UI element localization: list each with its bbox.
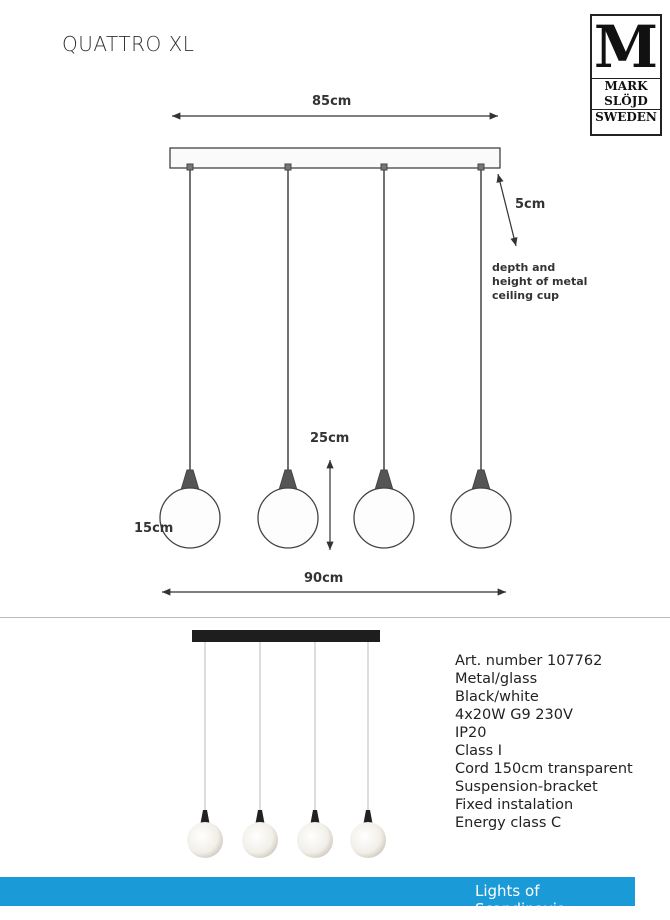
footer-tagline: Lights of Scandinavia	[475, 882, 567, 918]
depth-note-line: depth and	[492, 261, 556, 274]
photo-globe	[187, 822, 223, 858]
spec-item: 4x20W G9 230V	[455, 707, 573, 723]
dim-5: 5cm	[515, 197, 546, 212]
photo-ceiling-bar	[192, 630, 380, 642]
ceiling-bar	[170, 148, 500, 168]
cord-anchor	[381, 164, 387, 170]
dim-90: 90cm	[304, 571, 344, 586]
product-title: QUATTRO XL	[62, 32, 195, 56]
cord-anchor	[187, 164, 193, 170]
lamp-socket	[472, 470, 490, 490]
lamp-socket	[279, 470, 297, 490]
spec-item: Suspension-bracket	[455, 779, 598, 795]
dim-15: 15cm	[134, 521, 174, 536]
depth-note-line: ceiling cup	[492, 289, 560, 302]
spec-item: IP20	[455, 725, 487, 741]
dim-25: 25cm	[310, 431, 350, 446]
logo-line3: SWEDEN	[592, 109, 660, 125]
photo-globe	[242, 822, 278, 858]
cord-anchor	[285, 164, 291, 170]
logo-line2: SLÖJD	[604, 94, 648, 108]
spec-item: Energy class C	[455, 815, 562, 831]
spec-item: Black/white	[455, 689, 539, 705]
footer-banner	[0, 877, 635, 918]
spec-item: Cord 150cm transparent	[455, 761, 633, 777]
photo-globe	[350, 822, 386, 858]
depth-note-line: height of metal	[492, 275, 588, 288]
dim-85: 85cm	[312, 94, 352, 109]
photo-globe	[297, 822, 333, 858]
logo-letter: M	[593, 13, 659, 81]
product-photo	[0, 618, 440, 868]
spec-item: Class I	[455, 743, 503, 759]
lamp-socket	[375, 470, 393, 490]
spec-item: Art. number 107762	[455, 653, 603, 669]
logo-line1: MARK	[592, 78, 660, 94]
spec-list	[455, 652, 633, 832]
lamp-socket	[181, 470, 199, 490]
glass-globe	[258, 488, 318, 548]
glass-globe	[354, 488, 414, 548]
spec-item: Metal/glass	[455, 671, 538, 687]
glass-globe	[160, 488, 220, 548]
glass-globe	[451, 488, 511, 548]
spec-item: Fixed instalation	[455, 797, 574, 813]
depth-note	[492, 261, 587, 303]
dimension-line-5	[498, 174, 516, 246]
cord-anchor	[478, 164, 484, 170]
